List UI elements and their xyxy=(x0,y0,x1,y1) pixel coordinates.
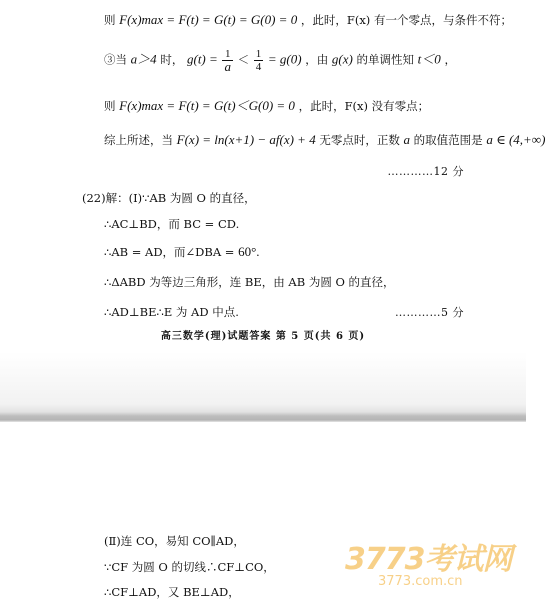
formula-gt: g(t) = xyxy=(186,51,218,67)
angle-value: 60°. xyxy=(238,244,260,259)
answer-line-1 xyxy=(104,12,512,28)
text-body: ，此时，F(x) 有一个零点，与条件不符； xyxy=(300,13,512,27)
formula-gx: g(x) xyxy=(331,51,353,67)
formula-a: a xyxy=(403,132,411,147)
q22-line-4: ∴ΔABD 为等边三角形，连 BE，由 AB 为圆 O 的直径， xyxy=(104,275,395,289)
score-5: …………5 分 xyxy=(395,306,464,319)
q22-part2-line-1: (Ⅱ)连 CO，易知 CO∥AD， xyxy=(104,534,245,548)
q22-title: (22)解：(Ⅰ)∵AB 为圆 O 的直径， xyxy=(82,191,256,205)
formula-cond: a＞4 xyxy=(130,51,157,67)
fraction-1-over-4: $\frac{1}{4}$ xyxy=(255,48,262,73)
text-prefix: 综上所述，当 xyxy=(104,133,173,147)
text-end: ， xyxy=(444,52,456,67)
page-footer: 高三数学(理)试题答案 第 5 页(共 6 页) xyxy=(160,331,366,342)
text-body-3: 的单调性知 xyxy=(356,52,414,67)
formula-fmax: F(x)max = F(t) = G(t) = G(0) = 0 xyxy=(119,12,298,27)
text-body: 时， xyxy=(160,52,184,67)
q22-line-3 xyxy=(104,244,260,260)
text-prefix: 则 xyxy=(104,13,116,27)
q22-part2-line-2: ∵CF 为圆 O 的切线∴CF⊥CO， xyxy=(104,560,275,574)
formula-Fx: F(x) = ln(x+1) − af(x) + 4 xyxy=(176,132,316,147)
formula-t-lt-0: t＜0 xyxy=(417,51,441,67)
q22-part2-line-3: ∴CF⊥AD，又 BE⊥AD， xyxy=(104,585,240,599)
less-than-sign: ＜ xyxy=(237,52,250,67)
watermark-logo: 3773考试网 xyxy=(345,542,512,577)
text-body: ∴AB = AD，而∠DBA = xyxy=(104,245,239,259)
text-body-2: 的取值范围是 xyxy=(413,133,483,147)
answer-line-4 xyxy=(104,132,545,148)
formula-range: a ∈ (4,+∞) xyxy=(486,132,545,147)
score-12: …………12 分 xyxy=(387,165,464,178)
q22-line-2: ∴AC⊥BD，而 BC = CD. xyxy=(104,217,240,231)
formula-g0: = g(0) xyxy=(267,51,302,67)
formula-fmax-2: F(x)max = F(t) = G(t)＜G(0) = 0 xyxy=(119,98,295,113)
answer-line-2 xyxy=(104,48,456,73)
page-separator xyxy=(0,352,526,422)
text-body: ，此时，F(x) 没有零点； xyxy=(298,99,430,113)
watermark-url: 3773.com.cn xyxy=(378,574,463,589)
text-body-2: ，由 xyxy=(305,52,329,67)
answer-line-3 xyxy=(104,95,429,114)
fraction-1-over-a: $\frac{1}{a}$ xyxy=(224,48,231,74)
text-body: 无零点时，正数 xyxy=(319,133,400,147)
text-prefix: ③当 xyxy=(104,52,127,67)
text-prefix: 则 xyxy=(104,99,116,113)
q22-line-5: ∴AD⊥BE∴E 为 AD 中点. xyxy=(104,305,239,319)
